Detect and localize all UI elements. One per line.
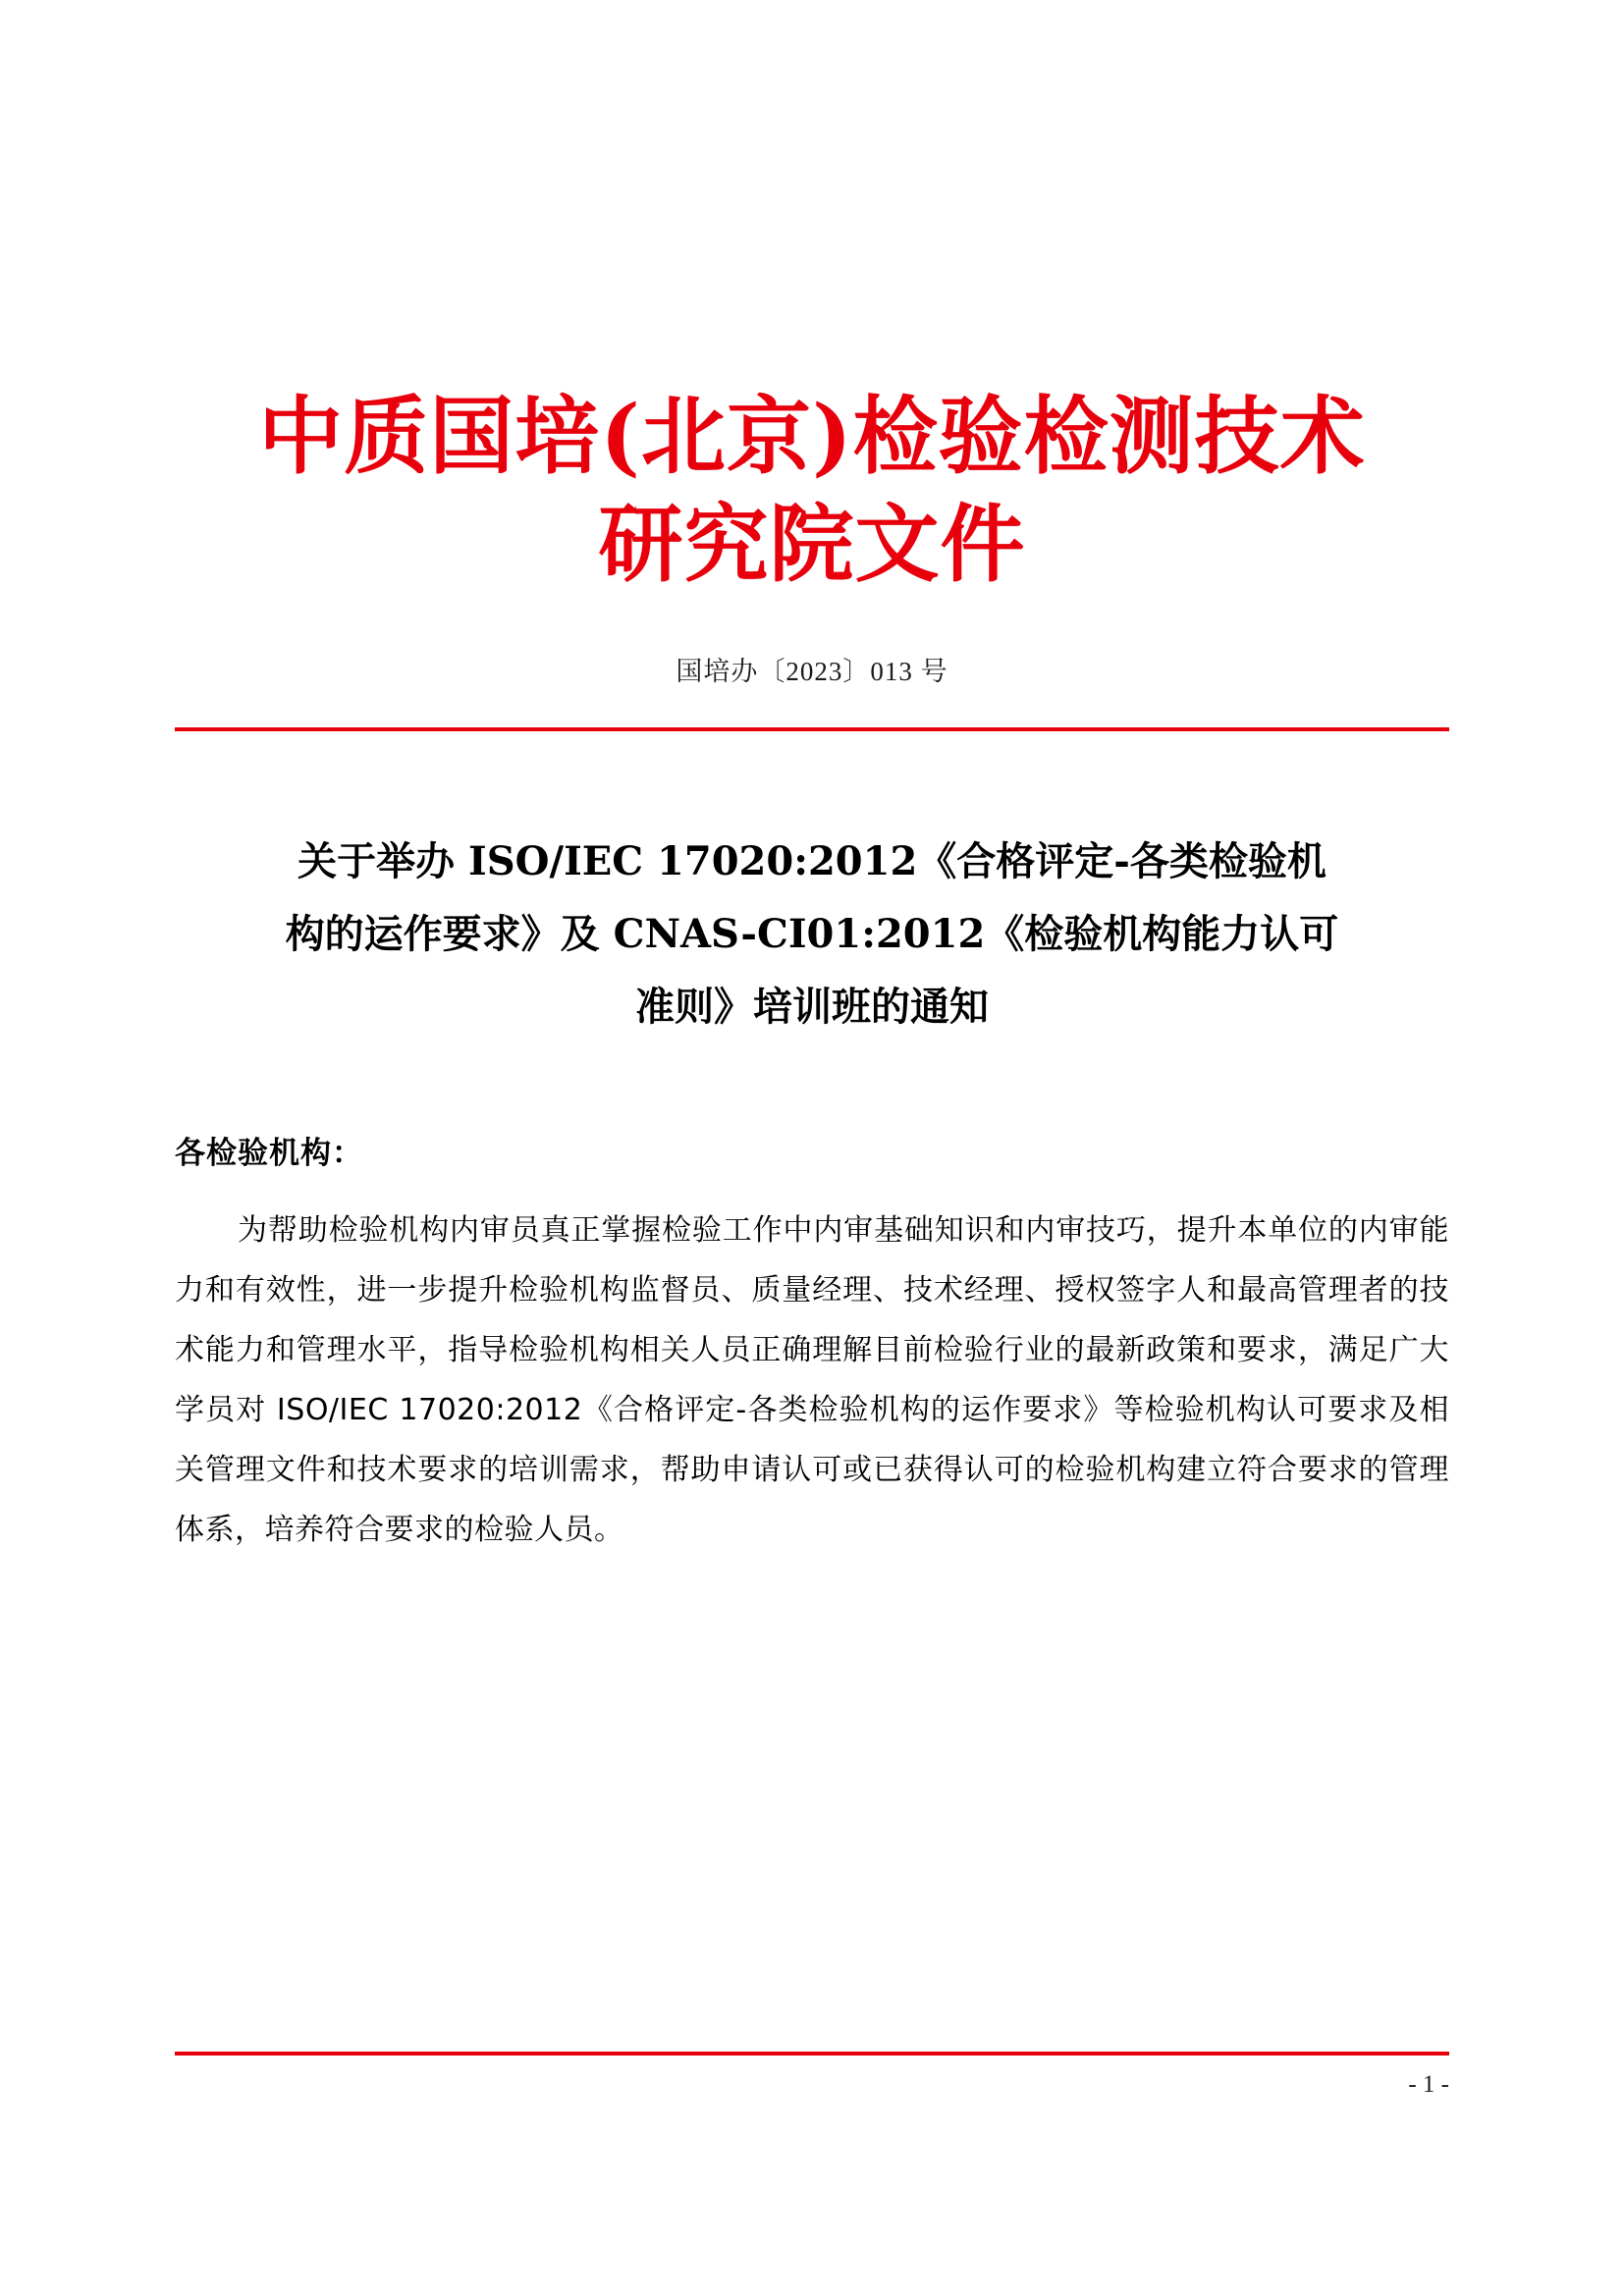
document-number: 国培办〔2023〕013 号 (676, 657, 948, 687)
page-title-line-2: 构的运作要求》及 CNAS-CI01:2012《检验机构能力认可 (285, 911, 1339, 958)
page-title-line-3: 准则》培训班的通知 (635, 984, 989, 1031)
masthead-line-1: 中质国培(北京)检验检测技术 (258, 387, 1366, 486)
page-title (175, 826, 1449, 1043)
header-red-divider (175, 727, 1449, 731)
salutation: 各检验机构： (175, 1136, 363, 1172)
body-paragraph-1: 为帮助检验机构内审员真正掌握检验工作中内审基础知识和内审技巧，提升本单位的内审能力和有效性，进一步提升检验机构监督员、质量经理、技术经理、授权签字人和最高管理者的技术能力和管理水平，指导检验机构相关人员正确理解目前检验行业的最新政策和要求，满足广大学员对 ISO/IEC 17020:2012《合格评定-各类检验机构的运作要求》等检验机构认可要求及相关管理文件和技术要求的培训需求，帮助申请认可或已获得认可的检验机构建立符合要求的管理体系，培养符合要求的检验人员。 (175, 1213, 1449, 1547)
footer-red-divider (175, 2052, 1449, 2056)
masthead (175, 383, 1449, 599)
masthead-line-2: 研究院文件 (598, 495, 1026, 595)
page-content (175, 0, 1449, 1561)
page-title-line-1: 关于举办 ISO/IEC 17020:2012《合格评定-各类检验机 (298, 838, 1326, 885)
page-number: - 1 - (1408, 2071, 1449, 2098)
